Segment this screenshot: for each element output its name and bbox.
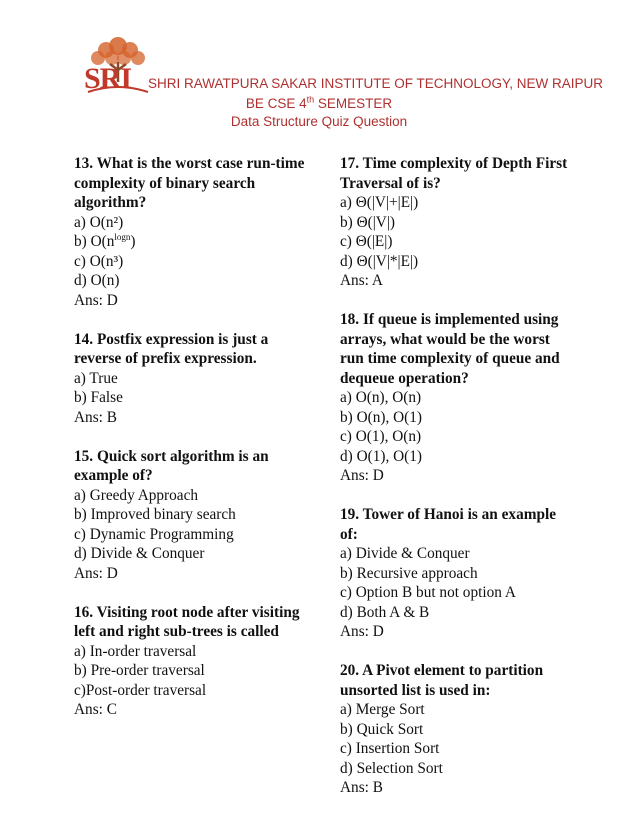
question-block [74, 154, 314, 310]
question-text: 13. What is the worst case run-time [74, 155, 305, 172]
page-subtitle: Data Structure Quiz Question [230, 114, 408, 129]
question-text: 16. Visiting root node after visiting [74, 603, 300, 621]
option-text: d) Selection Sort [340, 759, 443, 777]
option-text: b) $O(n^{logn})$ [74, 231, 136, 250]
question-text: left and right sub-trees is called [74, 623, 279, 640]
option-text: d) Θ(|V|*|E|) [340, 252, 419, 270]
question-block [340, 310, 580, 486]
option-text: a) In-order traversal [74, 642, 197, 660]
option-text: d) Both A & B [340, 603, 430, 621]
option-text: a) True [74, 369, 118, 387]
option-text: a) Greedy Approach [74, 486, 199, 504]
question-text: 17. Time complexity of Depth First [340, 155, 568, 172]
option-text: c) Θ(|E|) [340, 233, 393, 250]
question-text: complexity of binary search [74, 174, 256, 192]
option-text: c) O(1), O(n) [340, 428, 422, 445]
question-text: 20. A Pivot element to partition [340, 662, 544, 679]
answer-text: Ans: B [74, 408, 117, 426]
question-text: 19. Tower of Hanoi is an example [340, 506, 557, 523]
answer-text: Ans: D [74, 564, 118, 582]
question-text: arrays, what would be the worst [340, 330, 550, 348]
question-text: 15. Quick sort algorithm is an [74, 447, 269, 465]
option-text: a) Divide & Conquer [340, 545, 470, 562]
question-text: Traversal of is? [340, 174, 441, 192]
option-text: a) Θ(|V|+|E|) [340, 194, 419, 211]
option-text: c) Dynamic Programming [74, 525, 234, 543]
answer-text: Ans: D [74, 291, 118, 309]
option-text: b) Improved binary search [74, 506, 236, 523]
question-block [74, 330, 314, 428]
answer-text: Ans: A [340, 272, 383, 289]
question-text: of: [340, 525, 358, 543]
question-text: run time complexity of queue and [340, 350, 560, 367]
question-text: unsorted list is used in: [340, 681, 491, 699]
option-text: d) O(n) [74, 272, 120, 289]
question-text: 14. Postfix expression is just a [74, 330, 269, 348]
question-block [340, 154, 580, 291]
left-column [74, 154, 314, 739]
course-line: BE CSE 4th SEMESTER [245, 94, 393, 111]
answer-text: Ans: C [74, 701, 117, 718]
option-text: c)Post-order traversal [74, 681, 207, 699]
answer-text: Ans: D [340, 467, 384, 484]
answer-text: Ans: D [340, 623, 384, 640]
question-block [340, 661, 580, 798]
question-text: example of? [74, 467, 153, 484]
option-text: a) Merge Sort [340, 701, 425, 718]
answer-text: Ans: B [340, 779, 383, 796]
question-block [340, 505, 580, 642]
logo-text: SRI [84, 62, 132, 95]
option-text: b) Pre-order traversal [74, 662, 205, 679]
option-text: b) Recursive approach [340, 564, 478, 582]
option-text: b) False [74, 389, 123, 406]
option-text: b) Quick Sort [340, 720, 424, 738]
question-text: algorithm? [74, 194, 147, 211]
option-text: d) O(1), O(1) [340, 447, 422, 465]
option-text: d) Divide & Conquer [74, 545, 205, 562]
option-text: a) O(n²) [74, 213, 124, 231]
option-text: c) Option B but not option A [340, 584, 516, 601]
option-text: c) O(n³) [74, 252, 124, 270]
question-text: 18. If queue is implemented using [340, 311, 559, 328]
option-text: a) O(n), O(n) [340, 389, 422, 406]
question-block [74, 603, 314, 720]
question-text: reverse of prefix expression. [74, 350, 257, 367]
question-block [74, 447, 314, 584]
right-column [340, 154, 580, 817]
option-text: b) O(n), O(1) [340, 408, 422, 426]
institute-name: SHRI RAWATPURA SAKAR INSTITUTE OF TECHNOLOGY, NEW RAIPUR [148, 76, 604, 91]
option-text: b) Θ(|V|) [340, 213, 395, 231]
option-text: c) Insertion Sort [340, 740, 440, 757]
question-text: dequeue operation? [340, 369, 469, 387]
